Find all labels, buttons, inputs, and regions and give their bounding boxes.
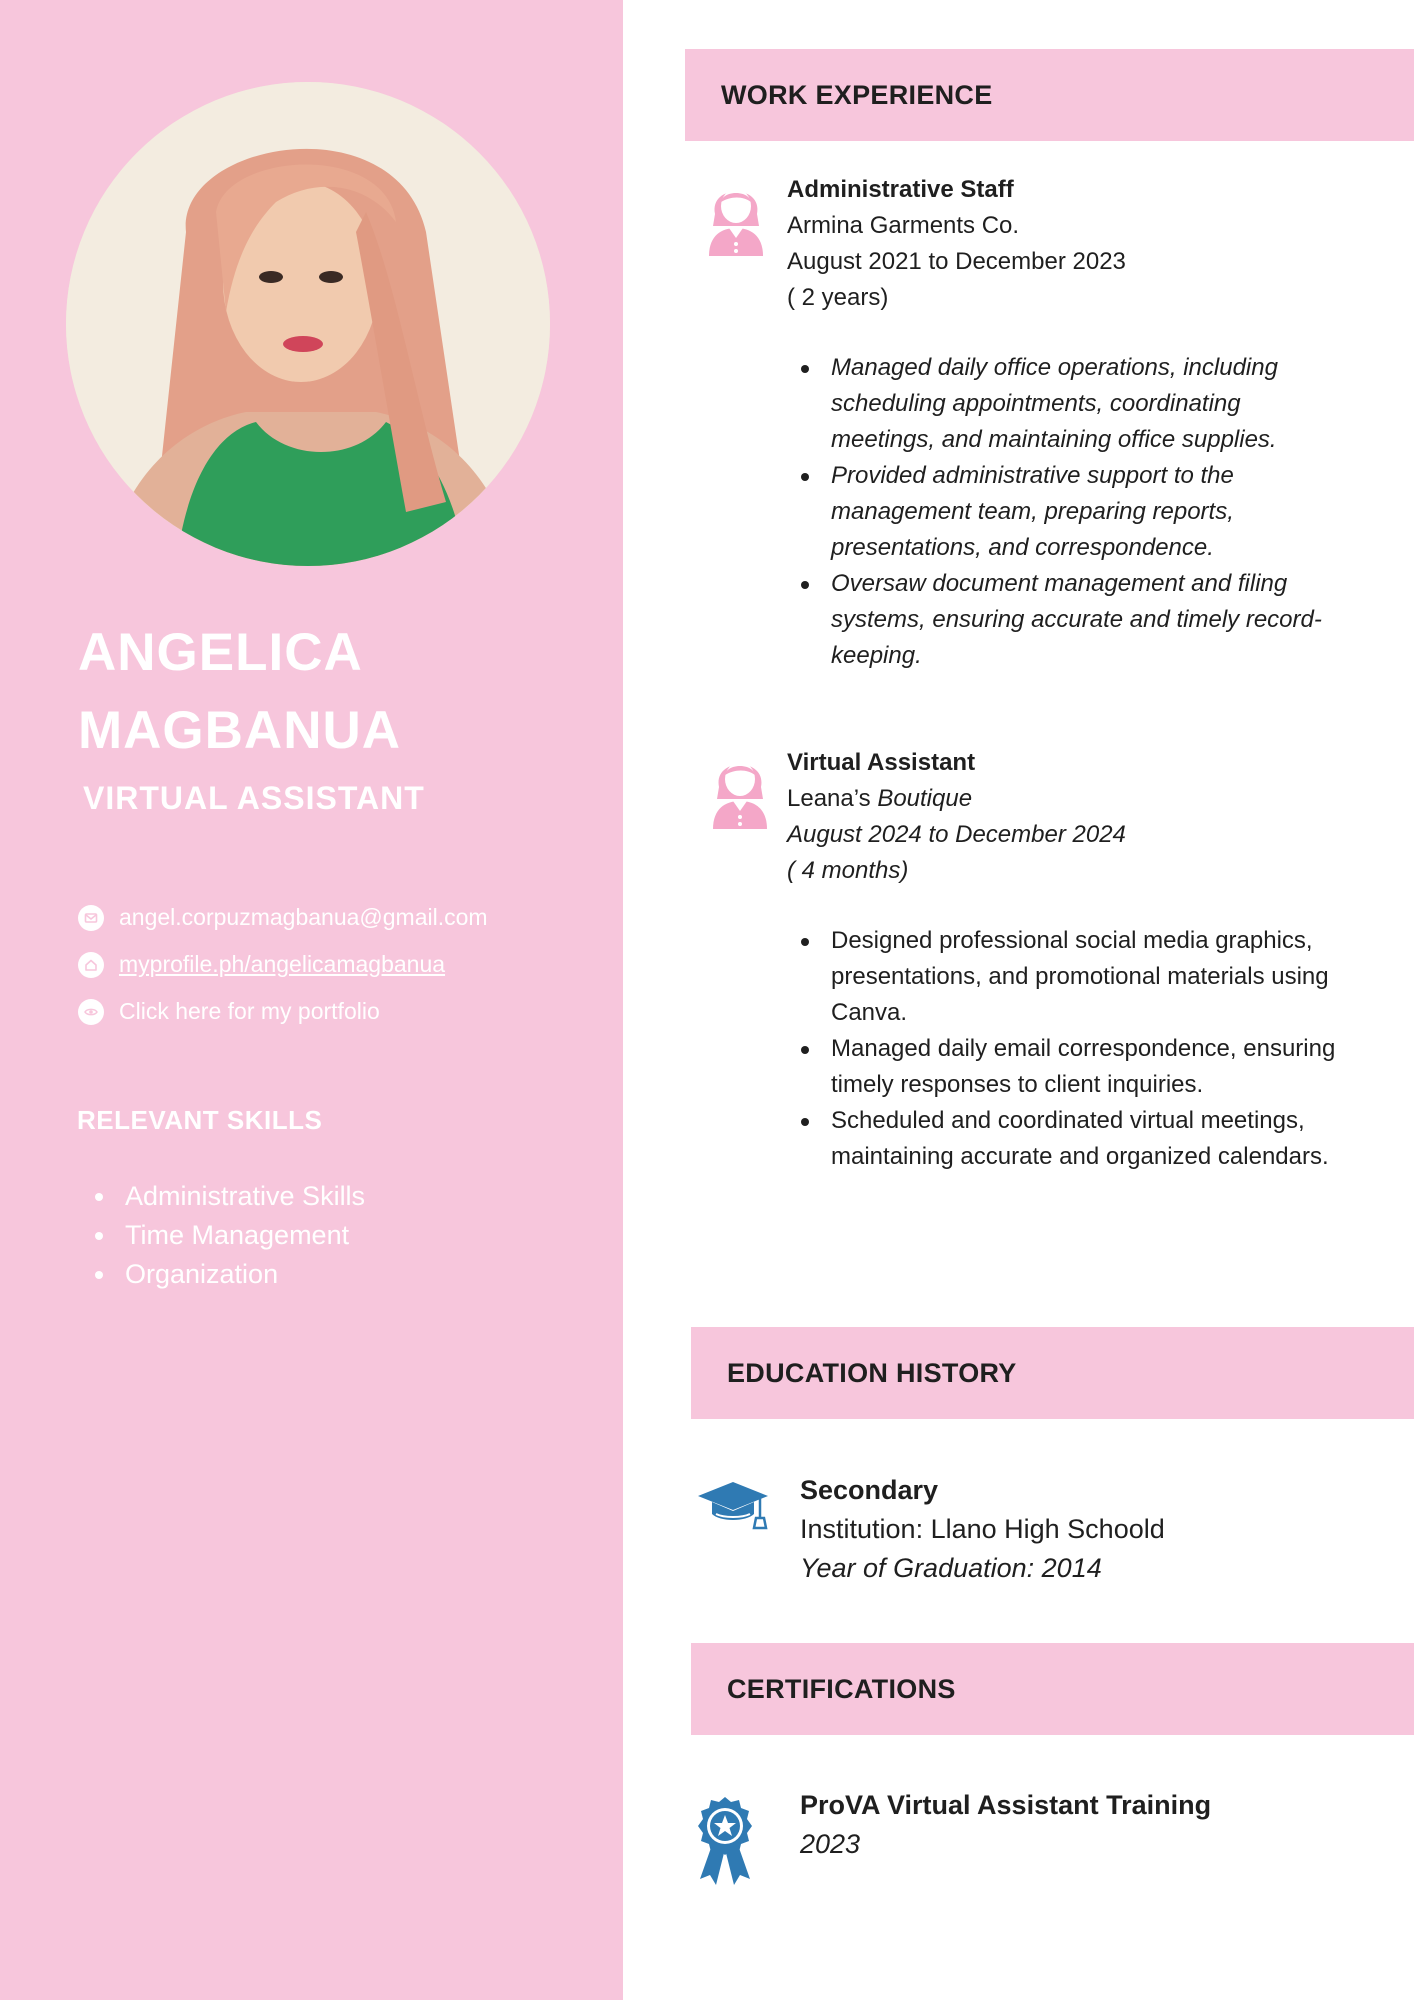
- mail-icon: [78, 905, 104, 931]
- contact-profile-link[interactable]: [78, 941, 488, 988]
- job-entry: [787, 745, 1347, 1175]
- education-institution: Institution: Llano High Schoold: [800, 1514, 1165, 1544]
- eye-icon: [78, 999, 104, 1025]
- job-bullet: Oversaw document management and filing systems, ensuring accurate and timely record-keeping.: [831, 566, 1347, 674]
- contact-list: [78, 894, 488, 1035]
- job-company: [787, 781, 1347, 817]
- skill-item: Organization: [95, 1255, 365, 1294]
- job-duration: ( 4 months): [787, 857, 909, 884]
- job-bullets: [787, 350, 1347, 674]
- job-bullet: Managed daily office operations, including scheduling appointments, coordinating meetings, and maintaining office supplies.: [831, 350, 1347, 458]
- female-staff-icon: [707, 174, 765, 256]
- job-company: Armina Garments Co.: [787, 212, 1020, 239]
- contact-profile-link-text: myprofile.ph/angelicamagbanua: [119, 951, 446, 977]
- profile-photo-image: [66, 82, 550, 566]
- job-company-prefix: Leana’s: [787, 785, 871, 812]
- job-entry: [787, 172, 1347, 674]
- contact-portfolio-link[interactable]: [78, 988, 488, 1035]
- female-assistant-icon: [711, 747, 769, 829]
- job-bullet: Provided administrative support to the management team, preparing reports, presentations, and correspondence.: [831, 458, 1347, 566]
- home-icon: [78, 952, 104, 978]
- sidebar: [0, 0, 623, 2000]
- skill-item: Administrative Skills: [95, 1177, 365, 1216]
- job-bullet: Scheduled and coordinated virtual meetings, maintaining accurate and organized calendars.: [831, 1103, 1347, 1175]
- profile-photo: [66, 82, 550, 566]
- job-dates: August 2024 to December 2024: [787, 821, 1126, 848]
- job-title: Virtual Assistant: [787, 749, 976, 776]
- skills-heading: RELEVANT SKILLS: [77, 1105, 323, 1135]
- certification-entry: [800, 1786, 1211, 1864]
- graduation-cap-icon: [696, 1478, 770, 1530]
- award-ribbon-icon: [694, 1795, 756, 1885]
- job-dates: August 2021 to December 2023: [787, 248, 1126, 275]
- education-title: EDUCATION HISTORY: [727, 1357, 1017, 1388]
- contact-email[interactable]: [78, 894, 488, 941]
- full-name: [78, 614, 401, 770]
- job-company-suffix: Boutique: [877, 785, 973, 812]
- skills-list: [95, 1177, 365, 1294]
- education-entry: [800, 1471, 1165, 1588]
- contact-portfolio-text: Click here for my portfolio: [119, 998, 380, 1024]
- certifications-title: CERTIFICATIONS: [727, 1673, 956, 1704]
- education-graduation: Year of Graduation: 2014: [800, 1553, 1102, 1583]
- job-bullet: Designed professional social media graphics, presentations, and promotional materials using Canva.: [831, 923, 1347, 1031]
- skill-item: Time Management: [95, 1216, 365, 1255]
- first-name: ANGELICA: [78, 623, 363, 682]
- last-name: MAGBANUA: [78, 701, 402, 760]
- certifications-header: [691, 1643, 1414, 1735]
- job-role: VIRTUAL ASSISTANT: [83, 780, 425, 816]
- job-title: Administrative Staff: [787, 176, 1014, 203]
- job-duration: ( 2 years): [787, 284, 889, 311]
- contact-email-text: angel.corpuzmagbanua@gmail.com: [119, 904, 488, 930]
- education-level: Secondary: [800, 1475, 939, 1505]
- job-bullets: [787, 923, 1347, 1175]
- work-experience-header: [685, 49, 1414, 141]
- education-header: [691, 1327, 1414, 1419]
- certification-year: 2023: [800, 1829, 861, 1859]
- certification-name: ProVA Virtual Assistant Training: [800, 1790, 1212, 1820]
- job-bullet: Managed daily email correspondence, ensuring timely responses to client inquiries.: [831, 1031, 1347, 1103]
- work-experience-title: WORK EXPERIENCE: [721, 79, 993, 110]
